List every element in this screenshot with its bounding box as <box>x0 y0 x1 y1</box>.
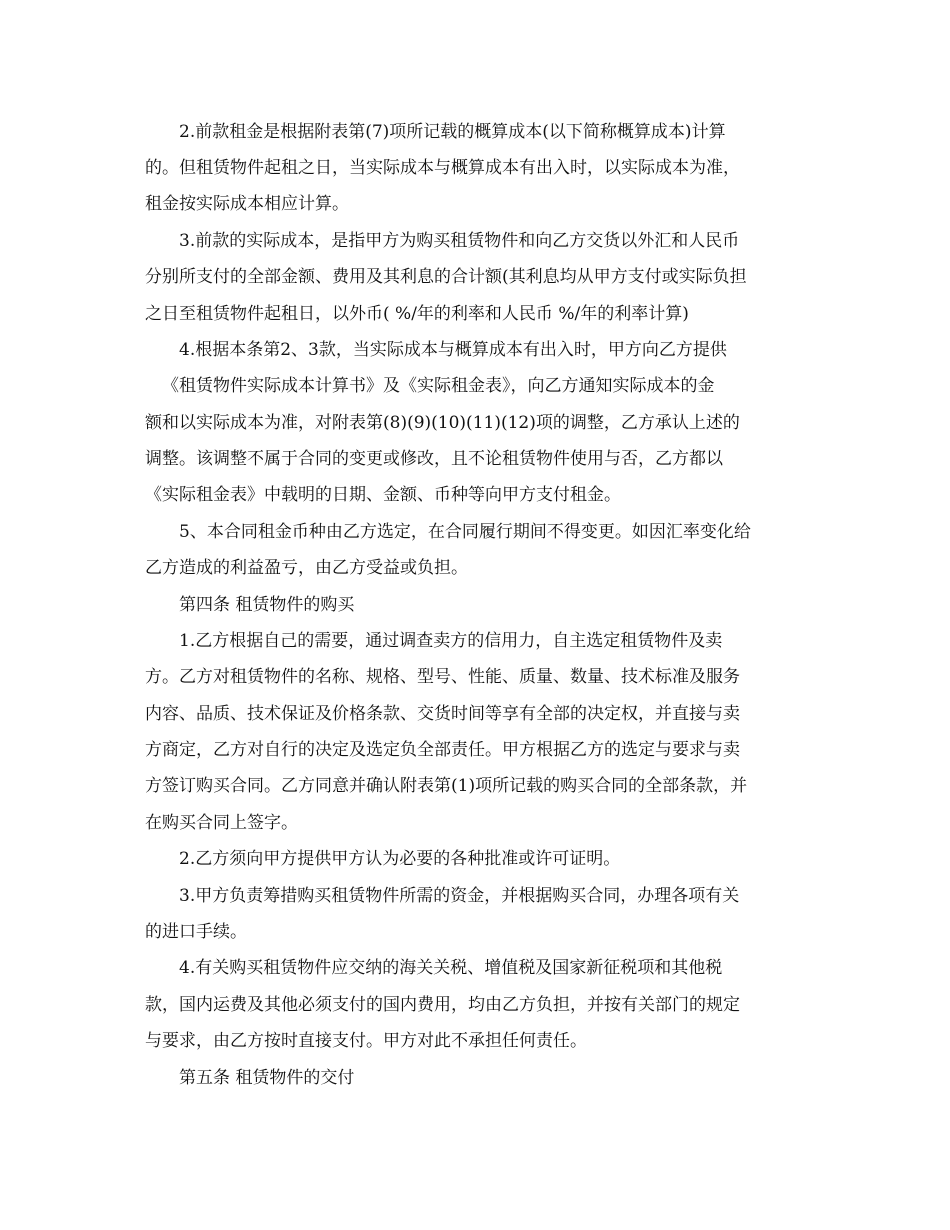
paragraph-line: 4.根据本条第2、3款，当实际成本与概算成本有出入时，甲方向乙方提供 <box>179 340 727 360</box>
paragraph-line: 与要求，由乙方按时直接支付。甲方对此不承担任何责任。 <box>145 1031 587 1051</box>
section-heading: 第五条 租赁物件的交付 <box>179 1068 355 1088</box>
paragraph-line: 在购买合同上签字。 <box>145 813 298 833</box>
paragraph-line: 额和以实际成本为准，对附表第(8)(9)(10)(11)(12)项的调整，乙方承认上述的 <box>145 413 740 433</box>
paragraph-line: 款，国内运费及其他必须支付的国内费用，均由乙方负担，并按有关部门的规定 <box>145 995 740 1015</box>
paragraph-line: 的。但租赁物件起租之日，当实际成本与概算成本有出入时，以实际成本为准， <box>145 158 740 178</box>
paragraph-line: 分别所支付的全部金额、费用及其利息的合计额(其利息均从甲方支付或实际负担 <box>145 267 747 287</box>
paragraph-line: 方商定，乙方对自行的决定及选定负全部责任。甲方根据乙方的选定与要求与卖 <box>145 740 740 760</box>
paragraph-line: 2.乙方须向甲方提供甲方认为必要的各种批准或许可证明。 <box>179 849 621 869</box>
section-heading: 第四条 租赁物件的购买 <box>179 595 355 615</box>
paragraph-line: 方签订购买合同。乙方同意并确认附表第(1)项所记载的购买合同的全部条款，并 <box>145 776 748 796</box>
paragraph-line: 2.前款租金是根据附表第(7)项所记载的概算成本(以下简称概算成本)计算 <box>179 122 726 142</box>
paragraph-line: 之日至租赁物件起租日，以外币( %/年的利率和人民币 %/年的利率计算) <box>145 304 689 324</box>
paragraph-line: 的进口手续。 <box>145 922 247 942</box>
paragraph-line: 方。乙方对租赁物件的名称、规格、型号、性能、质量、数量、技术标准及服务 <box>145 667 740 687</box>
paragraph-line: 4.有关购买租赁物件应交纳的海关关税、增值税及国家新征税项和其他税 <box>179 958 723 978</box>
paragraph-line: 《租赁物件实际成本计算书》及《实际租金表》，向乙方通知实际成本的金 <box>162 376 715 396</box>
paragraph-line: 1.乙方根据自己的需要，通过调查卖方的信用力，自主选定租赁物件及卖 <box>179 631 723 651</box>
paragraph-line: 5、本合同租金币种由乙方选定，在合同履行期间不得变更。如因汇率变化给 <box>179 522 751 542</box>
paragraph-line: 调整。该调整不属于合同的变更或修改，且不论租赁物件使用与否，乙方都以 <box>145 449 723 469</box>
paragraph-line: 3.甲方负责筹措购买租赁物件所需的资金，并根据购买合同，办理各项有关 <box>179 886 740 906</box>
paragraph-line: 《实际租金表》中载明的日期、金额、币种等向甲方支付租金。 <box>145 485 621 505</box>
paragraph-line: 租金按实际成本相应计算。 <box>145 194 349 214</box>
paragraph-line: 3.前款的实际成本，是指甲方为购买租赁物件和向乙方交货以外汇和人民币 <box>179 231 740 251</box>
paragraph-line: 内容、品质、技术保证及价格条款、交货时间等享有全部的决定权，并直接与卖 <box>145 704 740 724</box>
paragraph-line: 乙方造成的利益盈亏，由乙方受益或负担。 <box>145 558 468 578</box>
